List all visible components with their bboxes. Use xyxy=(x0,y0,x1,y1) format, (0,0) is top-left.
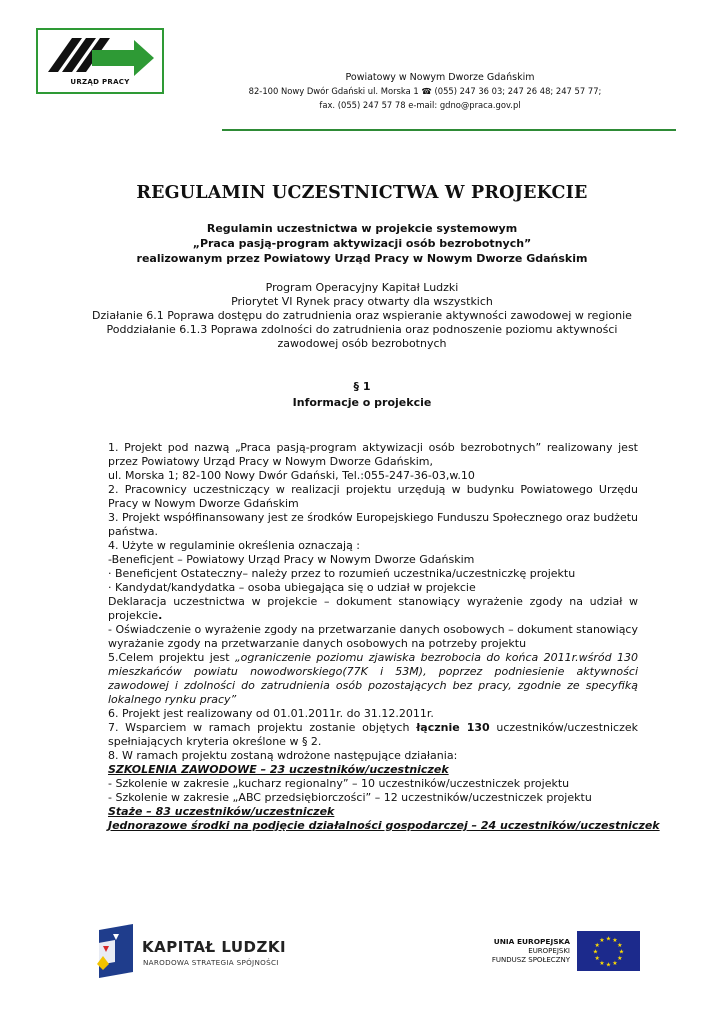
body-line: mieszkańców powiatu nowodworskiego(77K i 53M), poprzez podniesienie aktywności xyxy=(108,665,638,678)
body-text-italic: „ograniczenie poziomu zjawiska bezrobocia do końca 2011r.wśród 130 xyxy=(234,651,639,664)
urzad-pracy-logo-icon xyxy=(42,32,156,78)
eu-star-icon: ★ xyxy=(594,955,600,962)
kapital-ludzki-title: KAPITAŁ LUDZKI xyxy=(142,938,287,956)
eu-star-icon: ★ xyxy=(612,937,618,945)
body-line: 6. Projekt jest realizowany od 01.01.2011r. do 31.12.2011r. xyxy=(108,707,434,720)
eu-star-icon: ★ xyxy=(599,959,605,967)
body-line: 8. W ramach projektu zostaną wdrożone następujące działania: xyxy=(108,749,458,762)
body-line: - Szkolenie w zakresie „kucharz regionalny” – 10 uczestników/uczestniczek projektu xyxy=(108,777,570,790)
urzad-pracy-logo xyxy=(36,28,164,94)
document-title: REGULAMIN UCZESTNICTWA W PROJEKCIE xyxy=(136,183,588,203)
body-text-bold: łącznie 130 xyxy=(416,721,490,734)
body-text: uczestników/uczestniczek xyxy=(489,721,639,734)
eu-star-icon: ★ xyxy=(599,937,605,945)
header-fax-email: fax. (055) 247 57 78 e-mail: gdno@praca.gov.pl xyxy=(319,100,521,110)
activity-heading-srodki: Jednorazowe środki na podjęcie działalności gospodarczej – 24 uczestników/uczestniczek xyxy=(108,819,660,832)
subtitle-line-2: „Praca pasją-program aktywizacji osób bezrobotnych” xyxy=(192,237,532,250)
body-line: - Szkolenie w zakresie „ABC przedsiębiorczości” – 12 uczestników/uczestniczek projektu xyxy=(108,791,592,804)
program-line-3: Działanie 6.1 Poprawa dostępu do zatrudnienia oraz wspieranie aktywności zawodowej w regionie xyxy=(92,309,632,322)
body-line: · Beneficjent Ostateczny– należy przez to rozumień uczestnika/uczestniczkę projektu xyxy=(108,567,576,580)
body-text: 5.Celem projektu jest xyxy=(108,651,235,664)
body-line: · Kandydat/kandydatka – osoba ubiegająca się o udział w projekcie xyxy=(108,581,476,594)
section-title: Informacje o projekcie xyxy=(292,396,432,409)
subtitle-line-3: realizowanym przez Powiatowy Urząd Pracy w Nowym Dworze Gdańskim xyxy=(136,252,588,265)
header-organization: Powiatowy w Nowym Dworze Gdańskim xyxy=(345,72,535,83)
body-text-bold: . xyxy=(158,609,163,622)
body-line: 3. Projekt współfinansowany jest ze środków Europejskiego Funduszu Społecznego oraz budżetu xyxy=(108,511,638,524)
program-line-2: Priorytet VI Rynek pracy otwarty dla wszystkich xyxy=(231,295,493,308)
body-line: 1. Projekt pod nazwą „Praca pasją-program aktywizacji osób bezrobotnych” realizowany jest xyxy=(108,441,638,454)
kapital-ludzki-logo-icon xyxy=(93,924,139,978)
body-line xyxy=(108,651,638,665)
body-line: Pracy w Nowym Dworze Gdańskim xyxy=(108,497,299,510)
eu-star-icon: ★ xyxy=(612,959,618,967)
eu-star-icon: ★ xyxy=(617,942,623,949)
body-line: lokalnego rynku pracy” xyxy=(108,693,237,706)
subtitle-line-1: Regulamin uczestnictwa w projekcie systemowym xyxy=(206,222,518,235)
eu-star-icon: ★ xyxy=(617,955,623,962)
body-line: -Beneficjent – Powiatowy Urząd Pracy w Nowym Dworze Gdańskim xyxy=(108,553,475,566)
logo-text: URZĄD PRACY xyxy=(70,78,130,86)
kapital-ludzki-subtitle: NARODOWA STRATEGIA SPÓJNOŚCI xyxy=(143,958,279,967)
eu-star-icon: ★ xyxy=(605,961,612,969)
header-divider xyxy=(222,129,676,131)
program-line-1: Program Operacyjny Kapitał Ludzki xyxy=(265,281,459,294)
body-line: przez Powiatowy Urząd Pracy w Nowym Dworze Gdańskim, xyxy=(108,455,433,468)
body-line xyxy=(108,721,638,735)
body-text: projekcie xyxy=(108,609,159,622)
body-line: Deklaracja uczestnictwa w projekcie – dokument stanowiący wyrażenie zgody na udział w xyxy=(108,595,638,608)
body-line: - Oświadczenie o wyrażenie zgody na przetwarzanie danych osobowych – dokument stanowiący xyxy=(108,623,638,636)
eu-star-icon: ★ xyxy=(594,942,600,949)
program-line-5: zawodowej osób bezrobotnych xyxy=(277,337,447,350)
eu-label-1: UNIA EUROPEJSKA xyxy=(493,937,570,946)
body-line: zawodowej i zdolności do zatrudnienia osób pozostających bez pracy, zgodnie ze specyfiką xyxy=(108,679,638,692)
body-line xyxy=(108,609,638,623)
body-line: państwa. xyxy=(108,525,158,538)
activity-heading-szkolenia: SZKOLENIA ZAWODOWE – 23 uczestników/uczestniczek xyxy=(108,763,449,776)
section-number: § 1 xyxy=(353,380,371,393)
body-text: 7. Wsparciem w ramach projektu zostanie objętych xyxy=(108,721,417,734)
activity-heading-staze: Staże – 83 uczestników/uczestniczek xyxy=(108,805,335,818)
eu-star-icon: ★ xyxy=(592,948,599,956)
body-line: 4. Użyte w regulaminie określenia oznaczają : xyxy=(108,539,361,552)
header-address: 82-100 Nowy Dwór Gdański ul. Morska 1 ☎ (055) 247 36 03; 247 26 48; 247 57 77; xyxy=(248,86,602,96)
eu-stars xyxy=(577,931,640,971)
body-line: 2. Pracownicy uczestniczący w realizacji projektu urzędują w budynku Powiatowego Urzędu xyxy=(108,483,638,496)
eu-label-3: FUNDUSZ SPOŁECZNY xyxy=(491,956,570,964)
body-line: wyrażanie zgody na przetwarzanie danych osobowych na potrzeby projektu xyxy=(108,637,527,650)
body-line: ul. Morska 1; 82-100 Nowy Dwór Gdański, Tel.:055-247-36-03,w.10 xyxy=(108,469,475,482)
program-line-4: Poddziałanie 6.1.3 Poprawa zdolności do zatrudnienia oraz podnoszenie poziomu aktywności xyxy=(106,323,618,336)
eu-star-icon: ★ xyxy=(605,935,612,943)
eu-flag-icon xyxy=(577,931,640,971)
eu-star-icon: ★ xyxy=(618,948,625,956)
eu-label-2: EUROPEJSKI xyxy=(528,947,570,955)
body-line: spełniających kryteria określone w § 2. xyxy=(108,735,322,748)
